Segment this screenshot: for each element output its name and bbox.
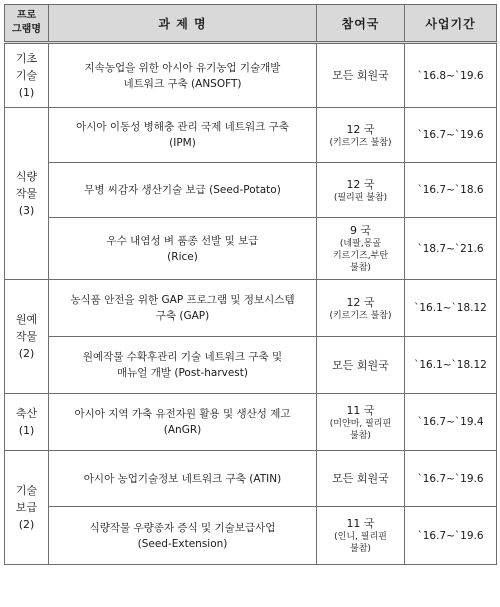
program-table xyxy=(4,4,497,565)
period-cell: `16.7~`19.4 xyxy=(405,394,497,451)
project-name-line: 아시아 지역 가축 유전자원 활용 및 생산성 제고 xyxy=(74,408,291,420)
participants-note: (키르기즈 불참) xyxy=(329,137,392,148)
header-category-line: 그램명 xyxy=(12,24,41,35)
program-category-line: 원예 xyxy=(15,313,38,326)
project-name-line: 원예작물 수확후관리 기술 네트워크 구축 및 xyxy=(82,351,283,363)
project-name-cell xyxy=(49,394,317,451)
project-name-line: (Seed-Extension) xyxy=(137,537,228,550)
header-period: 사업기간 xyxy=(405,5,497,43)
period-cell: `16.7~`18.6 xyxy=(405,163,497,218)
program-category-line: 작물 xyxy=(15,187,38,200)
program-category-line: 기술 xyxy=(15,69,38,82)
project-name-line: 네트워크 구축 (ANSOFT) xyxy=(123,77,242,90)
participants-note: 불참) xyxy=(350,430,371,441)
header-category xyxy=(5,5,49,43)
project-name-line: 무병 씨감자 생산기술 보급 (Seed-Potato) xyxy=(84,184,281,196)
participants-cell xyxy=(317,218,405,280)
participants-count: 모든 회원국 xyxy=(332,358,389,372)
participants-cell xyxy=(317,163,405,218)
project-name-line: 지속농업을 위한 아시아 유기농업 기술개발 xyxy=(84,61,281,74)
participants-count: 모든 회원국 xyxy=(332,472,389,485)
participants-cell xyxy=(317,337,405,394)
participants-count: 12 국 xyxy=(346,122,375,136)
project-name-cell xyxy=(49,218,317,280)
project-name-cell xyxy=(49,43,317,108)
participants-note: 불참) xyxy=(350,263,371,273)
participants-count: 11 국 xyxy=(346,403,375,417)
project-name-line: 아시아 농업기술정보 네트워크 구축 (ATIN) xyxy=(83,472,282,485)
participants-count: 12 국 xyxy=(346,177,375,191)
participants-cell xyxy=(317,507,405,565)
table-row xyxy=(5,394,497,451)
project-name-line: (AnGR) xyxy=(163,424,202,436)
participants-note: (필리핀 불참) xyxy=(333,192,388,203)
participants-note: 키르기즈,부탄 xyxy=(332,251,389,261)
project-name-cell xyxy=(49,507,317,565)
table-row xyxy=(5,337,497,394)
period-cell: `18.7~`21.6 xyxy=(405,218,497,280)
period-cell: `16.1~`18.12 xyxy=(405,280,497,337)
program-category-line: 식량 xyxy=(15,170,38,183)
project-name-cell xyxy=(49,163,317,218)
participants-cell xyxy=(317,280,405,337)
program-category-line: 기술 xyxy=(15,484,38,497)
project-name-line: (Rice) xyxy=(167,250,198,263)
participants-note: (키르기즈 불참) xyxy=(329,310,392,321)
program-category-line: 보급 xyxy=(15,501,38,514)
period-cell: `16.8~`19.6 xyxy=(405,43,497,108)
table-row xyxy=(5,218,497,280)
participants-count: 모든 회원국 xyxy=(332,69,389,82)
participants-note: 불참) xyxy=(350,544,371,554)
header-project: 과 제 명 xyxy=(49,5,317,43)
table-row xyxy=(5,451,497,507)
program-category-cell xyxy=(5,394,49,451)
period-cell: `16.7~`19.6 xyxy=(405,108,497,163)
project-name-cell xyxy=(49,108,317,163)
participants-count: 12 국 xyxy=(346,295,375,309)
project-name-line: 농식품 안전을 위한 GAP 프로그램 및 정보시스템 xyxy=(70,294,295,306)
participants-cell xyxy=(317,451,405,507)
project-name-line: 매뉴얼 개발 (Post-harvest) xyxy=(116,367,248,379)
project-name-line: 식량작물 우량종자 증식 및 기술보급사업 xyxy=(89,521,276,534)
project-name-cell xyxy=(49,451,317,507)
project-name-cell xyxy=(49,337,317,394)
participants-note: (네팔,몽골 xyxy=(339,239,382,249)
participants-cell xyxy=(317,43,405,108)
program-category-line: (3) xyxy=(18,204,35,217)
header-row xyxy=(5,5,497,43)
program-category-line: 작물 xyxy=(15,330,38,343)
participants-count: 11 국 xyxy=(346,517,375,530)
participants-cell xyxy=(317,394,405,451)
table-row xyxy=(5,280,497,337)
participants-cell xyxy=(317,108,405,163)
project-name-line: 아시아 이동성 병해충 관리 국제 네트워크 구축 xyxy=(76,121,289,133)
project-name-cell xyxy=(49,280,317,337)
program-category-cell xyxy=(5,43,49,108)
program-category-line: (2) xyxy=(18,347,35,360)
program-category-line: (2) xyxy=(18,518,35,531)
table-row xyxy=(5,507,497,565)
program-category-line: 기초 xyxy=(15,52,38,65)
program-category-cell xyxy=(5,108,49,280)
participants-note: (인니, 필리핀 xyxy=(334,532,387,542)
period-cell: `16.7~`19.6 xyxy=(405,451,497,507)
program-category-line: 축산 xyxy=(15,407,38,420)
project-name-line: 우수 내염성 벼 품종 선발 및 보급 xyxy=(106,234,259,247)
participants-count: 9 국 xyxy=(349,224,372,237)
project-name-line: (IPM) xyxy=(169,137,196,149)
table-row xyxy=(5,108,497,163)
program-category-line: (1) xyxy=(18,424,35,437)
header-category-line: 프로 xyxy=(16,10,37,21)
program-category-cell xyxy=(5,451,49,565)
table-row xyxy=(5,43,497,108)
table-row xyxy=(5,163,497,218)
program-category-line: (1) xyxy=(18,86,35,99)
project-name-line: 구축 (GAP) xyxy=(155,310,210,322)
program-category-cell xyxy=(5,280,49,394)
period-cell: `16.7~`19.6 xyxy=(405,507,497,565)
participants-note: (미얀마, 필리핀 xyxy=(329,418,392,429)
period-cell: `16.1~`18.12 xyxy=(405,337,497,394)
header-participants: 참여국 xyxy=(317,5,405,43)
